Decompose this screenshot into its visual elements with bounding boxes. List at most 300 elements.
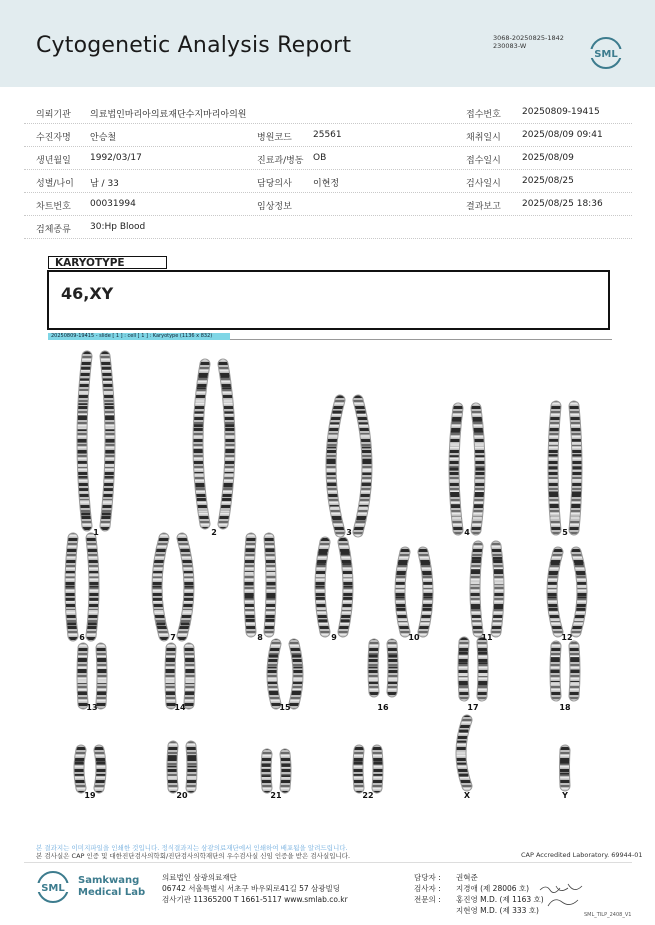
- chromosome-band: [181, 549, 190, 552]
- chromosome-band: [265, 548, 274, 551]
- clinical-label: 임상정보: [257, 202, 292, 212]
- lab-contact: 검사기관 11365200 T 1661-5117 www.smlab.co.kr: [162, 895, 348, 904]
- chromosome-band: [153, 586, 162, 588]
- chromosome-band: [396, 596, 405, 598]
- chromosome-band: [105, 427, 114, 429]
- karyotype-tag: KARYOTYPE: [48, 256, 167, 269]
- chromosome-band: [168, 776, 177, 779]
- chromosome-band: [342, 608, 351, 610]
- chromosome-band: [369, 655, 378, 658]
- cap-accreditation: CAP Accredited Laboratory. 69944-01: [521, 851, 643, 859]
- chromosome-band: [268, 679, 277, 682]
- chromosome-band: [195, 473, 204, 476]
- report-value: 2025/08/25 18:36: [522, 199, 603, 209]
- chromosome-band: [79, 391, 88, 394]
- chromosome-band: [452, 516, 461, 519]
- chromosome-label: Y: [562, 791, 568, 800]
- form-code: SML_TILP_2408_V1: [584, 912, 632, 918]
- chromosome-band: [471, 569, 480, 571]
- chromosome: [358, 750, 359, 788]
- collection-label: 채취일시: [466, 133, 501, 143]
- chromosome-band: [328, 495, 337, 497]
- report-title: Cytogenetic Analysis Report: [36, 33, 352, 58]
- lab-address-block: [162, 872, 348, 905]
- chromosome-band: [478, 684, 487, 686]
- chromosome-band: [396, 585, 405, 588]
- chromosome-band: [222, 498, 231, 501]
- chromosome-label: 15: [279, 703, 291, 712]
- chromosome-band: [549, 479, 558, 481]
- karyotype-result: 46,XY: [61, 284, 114, 303]
- chromosome-band: [398, 619, 407, 621]
- receipt-no-value: 20250809-19415: [522, 107, 600, 117]
- chromosome-band: [105, 452, 114, 454]
- chromosome-band: [423, 585, 432, 588]
- chromosome-band: [66, 561, 75, 563]
- chromosome-band: [225, 461, 234, 463]
- chromosome: [463, 642, 464, 696]
- expert2-value: 지현영 M.D. (제 333 호): [456, 906, 539, 915]
- chromosome-band: [106, 440, 115, 443]
- chromosome: [266, 754, 267, 788]
- chromosome-band: [474, 431, 483, 433]
- chromosome-band: [560, 761, 569, 764]
- chart-no-label: 차트번호: [36, 202, 71, 212]
- institution-label: 의뢰기관: [36, 110, 71, 120]
- chromosome-band: [473, 419, 482, 422]
- chromosome-band: [551, 657, 560, 660]
- chromosome-band: [220, 510, 229, 512]
- footer-accreditation-note: 본 검사실은 CAP 인증 및 대한진단검사의학회/진단검사의학재단의 우수검사실 신임 인증을 받은 검사실입니다.: [36, 852, 351, 860]
- chromosome-band: [576, 573, 585, 575]
- document-id: [493, 34, 564, 50]
- chromosome-band: [328, 435, 337, 438]
- chromosome-band: [369, 679, 378, 682]
- chromosome: [482, 642, 483, 696]
- chromosome-band: [423, 573, 432, 575]
- info-row: [24, 192, 632, 216]
- chromosome-band: [197, 498, 206, 501]
- chromosome-band: [459, 673, 468, 676]
- footer-notice: 본 결과지는 이미지파일을 인쇄한 것입니다. 정식결과지는 삼광의료재단에서 인쇄하여 배포됨을 알려드립니다.: [36, 844, 348, 852]
- chromosome-band: [105, 415, 114, 418]
- chromosome-band: [224, 473, 233, 476]
- chromosome-band: [318, 552, 327, 555]
- chromosome: [294, 644, 298, 704]
- chromosome-band: [97, 680, 106, 683]
- chromosome-band: [78, 658, 87, 661]
- chromosome-band: [571, 504, 580, 506]
- chromosome-band: [572, 454, 581, 456]
- chromosome-band: [80, 379, 89, 381]
- chromosome-band: [388, 679, 397, 682]
- sml-logo-icon: [589, 36, 623, 70]
- chromosome-band: [451, 504, 460, 506]
- chromosome-band: [359, 423, 368, 425]
- chromosome-band: [396, 608, 405, 611]
- chromosome-band: [574, 619, 583, 621]
- chromosome-band: [572, 442, 581, 445]
- chromosome-band: [245, 560, 254, 562]
- chromosome-band: [281, 775, 290, 777]
- chromosome-band: [78, 669, 87, 671]
- chromosome-band: [67, 622, 76, 625]
- chromosome-band: [475, 492, 484, 495]
- chromosome-band: [75, 774, 84, 776]
- chromosome-band: [66, 586, 75, 588]
- chromosome-band: [451, 431, 460, 433]
- chromosome-band: [105, 403, 114, 405]
- specimen-label: 검체종류: [36, 225, 71, 235]
- chromosome-band: [388, 655, 397, 658]
- chromosome-label: 21: [270, 791, 282, 800]
- chromosome-band: [89, 573, 98, 576]
- info-row: [24, 169, 632, 193]
- chromosome-band: [78, 476, 87, 478]
- chromosome-band: [81, 367, 90, 370]
- chromosome-band: [571, 516, 580, 519]
- chromosome-band: [104, 391, 113, 394]
- chromosome-band: [78, 464, 87, 467]
- chromosome-band: [342, 563, 351, 565]
- chromosome-band: [185, 658, 194, 661]
- chromosome-band: [268, 667, 277, 669]
- chromosome-label: 4: [464, 528, 470, 537]
- chromosome-band: [362, 447, 371, 449]
- chromosome-band: [354, 774, 363, 776]
- chromosome-band: [549, 467, 558, 470]
- chromosome-band: [450, 443, 459, 446]
- chromosome-band: [168, 766, 177, 768]
- chromosome-band: [102, 367, 111, 370]
- patient-label: 수진자명: [36, 133, 71, 143]
- chromosome-band: [493, 557, 502, 560]
- chromosome-band: [66, 598, 75, 601]
- chromosome-band: [341, 552, 350, 555]
- collection-value: 2025/08/09 09:41: [522, 130, 603, 140]
- chromosome-band: [476, 468, 485, 471]
- chromosome-band: [104, 488, 113, 491]
- chromosome-band: [183, 610, 192, 612]
- chromosome-band: [269, 691, 278, 693]
- chromosome-band: [267, 584, 276, 586]
- chromosome-label: 2: [211, 528, 217, 537]
- chromosome-band: [494, 581, 503, 584]
- chromosome-band: [222, 387, 231, 389]
- chromosome-band: [67, 549, 76, 552]
- tester-value: 지경애 (제 28006 호): [456, 884, 530, 893]
- chromosome: [285, 754, 286, 788]
- chromosome-band: [478, 662, 487, 664]
- chromosome-band: [471, 581, 480, 584]
- chromosome-label: 6: [79, 633, 85, 642]
- chromosome-band: [356, 411, 365, 414]
- chromosome-band: [494, 594, 503, 596]
- receipt-date-label: 접수일시: [466, 156, 501, 166]
- chromosome-band: [549, 454, 558, 456]
- chromosome-band: [225, 449, 234, 452]
- expert-label: 전문의 :: [414, 895, 441, 904]
- chromosome-band: [398, 562, 407, 565]
- chromosome-band: [362, 459, 371, 462]
- chromosome-band: [421, 562, 430, 565]
- chromosome-band: [105, 476, 114, 478]
- lab-name-line2: Medical Lab: [78, 887, 146, 898]
- chromosome-band: [292, 691, 301, 693]
- chromosome-band: [81, 512, 90, 515]
- chromosome-label: X: [463, 791, 471, 800]
- chromosome-label: 20: [176, 791, 188, 800]
- report-label: 결과보고: [466, 202, 501, 212]
- chromosome-band: [195, 412, 204, 414]
- chromosome-band: [97, 691, 106, 693]
- chromosome-band: [327, 447, 336, 449]
- chromosome-band: [78, 440, 87, 443]
- chromosome-band: [78, 403, 87, 405]
- info-row: [24, 146, 632, 170]
- patient-value: 안승철: [90, 133, 117, 143]
- chromosome-band: [266, 607, 275, 609]
- chromosome-band: [572, 491, 581, 494]
- chromosome-band: [577, 596, 586, 598]
- tester-label: 검사자 :: [414, 884, 441, 893]
- org-name: 의료법인 삼광의료재단: [162, 873, 237, 882]
- chromosome-band: [166, 680, 175, 683]
- chromosome-band: [571, 417, 580, 420]
- chromosome-band: [550, 429, 559, 431]
- chromosome-band: [327, 483, 336, 486]
- chromosome-band: [154, 561, 163, 563]
- chromosome-band: [450, 468, 459, 471]
- footer-divider: [24, 862, 632, 863]
- chromosome-label: 16: [377, 703, 389, 712]
- chromosome-band: [551, 670, 560, 672]
- chromosome: [101, 648, 102, 704]
- chromosome-band: [478, 651, 487, 654]
- chromosome: [189, 648, 190, 704]
- chromosome-band: [187, 776, 196, 779]
- chromosome-band: [396, 573, 405, 575]
- institution-value: 의료법인마리아의료재단수지마리아의원: [90, 110, 247, 120]
- chromosome-band: [474, 504, 483, 506]
- chromosome-band: [475, 455, 484, 457]
- chromosome-band: [576, 608, 585, 611]
- chromosome-band: [96, 761, 105, 764]
- chromosome-band: [327, 459, 336, 462]
- chromosome-band: [78, 680, 87, 683]
- chromosome-band: [197, 387, 206, 389]
- expert1-value: 홍진영 M.D. (제 1163 호): [456, 895, 544, 904]
- chromosome-band: [224, 412, 233, 414]
- chromosome-band: [88, 622, 97, 625]
- chromosome-band: [551, 619, 560, 621]
- chromosome-label: 7: [170, 633, 176, 642]
- chromosome-band: [356, 519, 365, 521]
- chromosome-band: [344, 586, 353, 588]
- chromosome: [565, 750, 566, 786]
- chromosome-band: [359, 507, 368, 510]
- chromosome-band: [549, 573, 558, 575]
- chromosome: [272, 644, 276, 704]
- chromosome-band: [154, 610, 163, 612]
- chromosome-band: [194, 461, 203, 463]
- chromosome-band: [199, 510, 208, 512]
- chromosome-label: 13: [86, 703, 98, 712]
- hospital-code-label: 병원코드: [257, 133, 292, 143]
- chromosome-band: [266, 572, 275, 575]
- chromosome-band: [327, 471, 336, 473]
- info-row: [24, 100, 632, 124]
- chromosome-band: [549, 442, 558, 445]
- chromosome-band: [281, 764, 290, 767]
- chromosome: [82, 648, 83, 704]
- logo-text: SML: [41, 883, 65, 894]
- chromosome-band: [80, 500, 89, 502]
- chromosome-band: [156, 549, 165, 552]
- chromosome-band: [199, 375, 208, 378]
- chromosome-band: [102, 512, 111, 515]
- chromosome-band: [90, 586, 99, 588]
- chromosome-band: [194, 436, 203, 438]
- chromosome-band: [245, 584, 254, 586]
- chromosome-band: [459, 651, 468, 654]
- logo-text: SML: [594, 49, 618, 60]
- chromosome-band: [105, 464, 114, 467]
- chromosome-label: 12: [561, 633, 573, 642]
- chromosome-band: [246, 548, 255, 551]
- chromosome-label: 14: [174, 703, 186, 712]
- image-caption: 20250809-19415 - slide [ 1 ] : cell [ 1 ] : Karyotype (1136 x 832): [48, 333, 230, 340]
- karyotype-result-box: [47, 270, 610, 330]
- chromosome-band: [570, 682, 579, 685]
- chromosome-band: [333, 411, 342, 414]
- sml-logo-icon: [36, 870, 70, 904]
- test-date-value: 2025/08/25: [522, 176, 574, 186]
- chromosome-band: [459, 684, 468, 686]
- chromosome: [170, 648, 171, 704]
- chromosome-band: [96, 774, 105, 776]
- chromosome-band: [475, 480, 484, 482]
- chromosome-band: [262, 775, 271, 777]
- chromosome-band: [550, 516, 559, 519]
- info-row: [24, 123, 632, 147]
- chromosome-band: [362, 483, 371, 486]
- lab-address: 06742 서울특별시 서초구 바우뫼로41길 57 삼광빌딩: [162, 884, 341, 893]
- chromosome-band: [245, 607, 254, 609]
- chromosome-band: [551, 562, 560, 565]
- chromosome-band: [166, 691, 175, 693]
- chromosome: [79, 750, 81, 788]
- chromosome-band: [168, 755, 177, 758]
- chromosome-band: [571, 429, 580, 431]
- chromosome-band: [343, 597, 352, 600]
- chromosome-band: [341, 619, 350, 622]
- chromosome: [99, 750, 101, 788]
- chromosome-band: [185, 680, 194, 683]
- chromosome-band: [245, 595, 254, 598]
- chromosome-label: 22: [362, 791, 374, 800]
- chromosome-band: [78, 452, 87, 454]
- chromosome-band: [373, 761, 382, 764]
- chromosome-band: [421, 619, 430, 621]
- chromosome-band: [577, 585, 586, 588]
- chromosome-band: [471, 594, 480, 596]
- chromosome: [331, 400, 340, 532]
- chromosome-band: [78, 427, 87, 429]
- sex-age-label: 성별/나이: [36, 179, 74, 189]
- chromosome-band: [330, 507, 339, 510]
- chromosome-band: [66, 573, 75, 576]
- chromosome-band: [472, 557, 481, 560]
- chromosome-label: 10: [408, 633, 420, 642]
- chromosome-band: [550, 504, 559, 506]
- chromosome-label: 9: [331, 633, 337, 642]
- chromosome-band: [333, 519, 342, 521]
- chromosome-band: [318, 619, 327, 622]
- chromosome-band: [330, 423, 339, 425]
- chromosome-band: [316, 574, 325, 577]
- chromosome-band: [185, 691, 194, 693]
- lab-brand-name: [78, 875, 145, 899]
- chromosome-band: [457, 741, 466, 743]
- chromosome-band: [354, 761, 363, 764]
- chromosome-band: [225, 424, 234, 427]
- chromosome-band: [185, 586, 194, 588]
- chromosome-band: [184, 573, 193, 576]
- chromosome-band: [78, 691, 87, 693]
- chromosome-band: [103, 500, 112, 502]
- chromosome-band: [246, 619, 255, 622]
- chart-no-value: 00031994: [90, 199, 136, 209]
- chromosome-band: [223, 486, 232, 488]
- chromosome-band: [166, 658, 175, 661]
- chromosome-band: [493, 618, 502, 620]
- chromosome-band: [269, 655, 278, 658]
- dept-label: 진료과/병동: [257, 156, 304, 166]
- dob-label: 생년월일: [36, 156, 71, 166]
- chromosome-band: [450, 480, 459, 482]
- chromosome-band: [457, 752, 466, 755]
- chromosome-label: 19: [84, 791, 96, 800]
- manager-label: 담당자 :: [414, 873, 441, 882]
- chromosome-band: [471, 606, 480, 609]
- chromosome-band: [196, 400, 205, 403]
- signature-icon: [538, 880, 588, 910]
- chromosome-band: [548, 585, 557, 588]
- receipt-date-value: 2025/08/09: [522, 153, 574, 163]
- chromosome-band: [494, 606, 503, 609]
- chromosome-band: [181, 622, 190, 625]
- chromosome-band: [361, 435, 370, 438]
- lab-name-line1: Samkwang: [78, 875, 140, 886]
- chromosome-band: [316, 597, 325, 600]
- chromosome-band: [560, 773, 569, 775]
- chromosome-band: [185, 669, 194, 671]
- chromosome-band: [452, 419, 461, 422]
- chromosome-band: [475, 443, 484, 446]
- chromosome-band: [196, 486, 205, 488]
- chromosome-band: [293, 667, 302, 669]
- chromosome-band: [317, 608, 326, 610]
- chromosome-band: [79, 488, 88, 491]
- chromosome-band: [551, 682, 560, 685]
- chromosome-band: [89, 610, 98, 612]
- chromosome-band: [423, 608, 432, 611]
- chromosome-band: [245, 572, 254, 575]
- chromosome-band: [494, 569, 503, 571]
- chromosome-band: [459, 774, 468, 777]
- chromosome-band: [266, 560, 275, 562]
